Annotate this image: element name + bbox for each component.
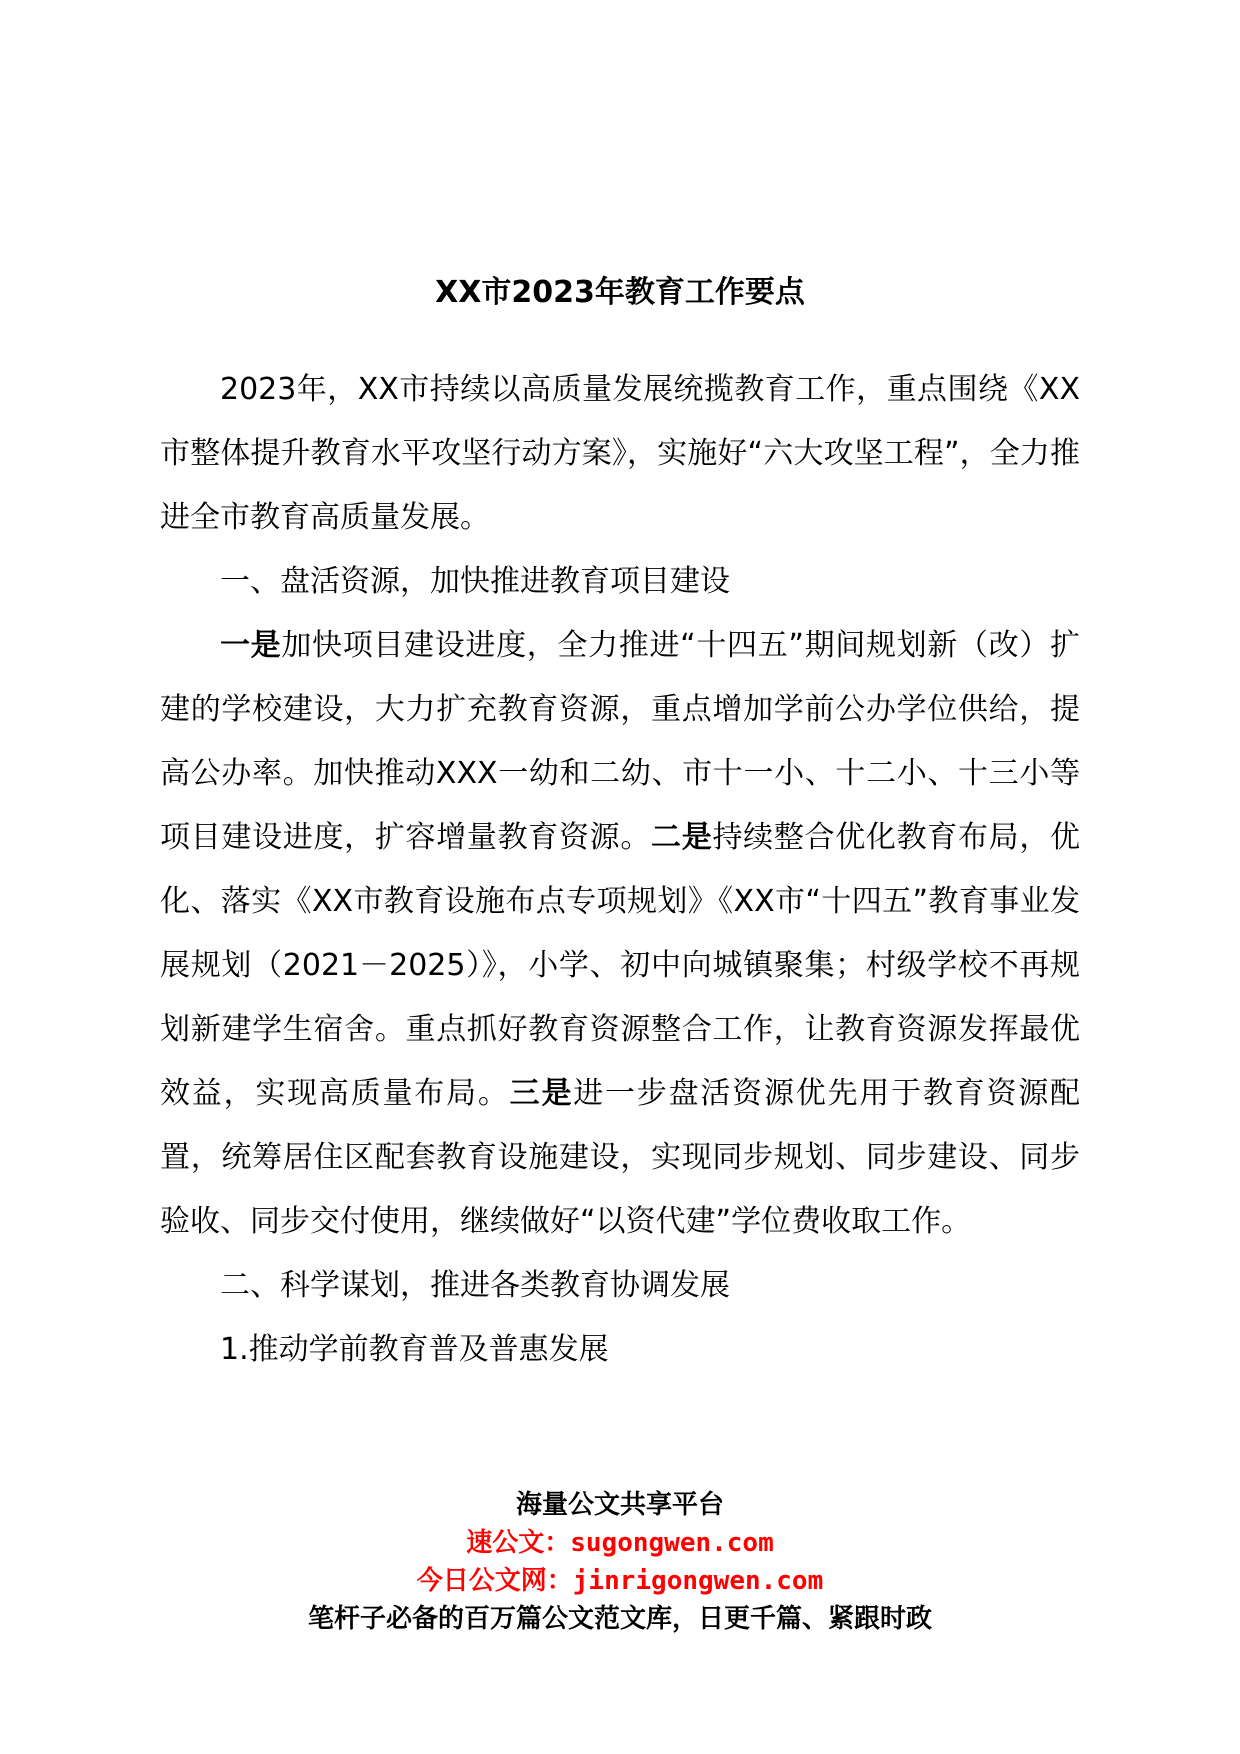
footer-site-1-url[interactable]: sugongwen.com bbox=[570, 1528, 774, 1558]
item-1-text: 加快项目建设进度，全力推进“十四五”期间规划新（改）扩建的学校建设，大力扩充教育资源，重点增加学前公办学位供给，提高公办率。加快推动XXX一幼和二幼、市十一小、十二小、十三小等项目建设进度，扩容增量教育资源。 bbox=[160, 628, 1080, 855]
document-title: XX市2023年教育工作要点 bbox=[435, 275, 805, 310]
footer-site-2[interactable] bbox=[160, 1562, 1080, 1600]
intro-paragraph: 2023年，XX市持续以高质量发展统揽教育工作，重点围绕《XX市整体提升教育水平攻坚行动方案》，实施好“六大攻坚工程”，全力推进全市教育高质量发展。 bbox=[160, 372, 1080, 535]
item-2-text: 持续整合优化教育布局，优化、落实《XX市教育设施布点专项规划》《XX市“十四五”教育事业发展规划（2021－2025）》，小学、初中向城镇聚集；村级学校不再规划新建学生宿舍。重点抓好教育资源整合工作，让教育资源发挥最优效益，实现高质量布局。 bbox=[160, 820, 1081, 1111]
footer-banner bbox=[160, 1486, 1080, 1638]
footer-site-1[interactable] bbox=[160, 1524, 1080, 1562]
item-3-text: 进一步盘活资源优先用于教育资源配置，统筹居住区配套教育设施建设，实现同步规划、同步建设、同步验收、同步交付使用，继续做好“以资代建”学位费收取工作。 bbox=[160, 1076, 1081, 1239]
footer-slogan: 笔杆子必备的百万篇公文范文库，日更千篇、紧跟时政 bbox=[307, 1604, 932, 1634]
section-2-subheading: 1.推动学前教育普及普惠发展 bbox=[220, 1332, 609, 1367]
document-body bbox=[160, 358, 1080, 1382]
footer-site-2-label: 今日公文网： bbox=[416, 1566, 573, 1596]
item-3-lead: 三是 bbox=[509, 1076, 574, 1111]
item-2-lead: 二是 bbox=[651, 820, 713, 855]
footer-platform-name: 海量公文共享平台 bbox=[515, 1490, 724, 1520]
item-1-lead: 一是 bbox=[220, 628, 282, 663]
section-1-heading: 一、盘活资源，加快推进教育项目建设 bbox=[220, 564, 730, 599]
section-2-heading: 二、科学谋划，推进各类教育协调发展 bbox=[220, 1268, 730, 1303]
footer-site-1-label: 速公文： bbox=[466, 1528, 571, 1558]
footer-site-2-url[interactable]: jinrigongwen.com bbox=[572, 1566, 824, 1596]
section-1-paragraph bbox=[160, 614, 1080, 1254]
